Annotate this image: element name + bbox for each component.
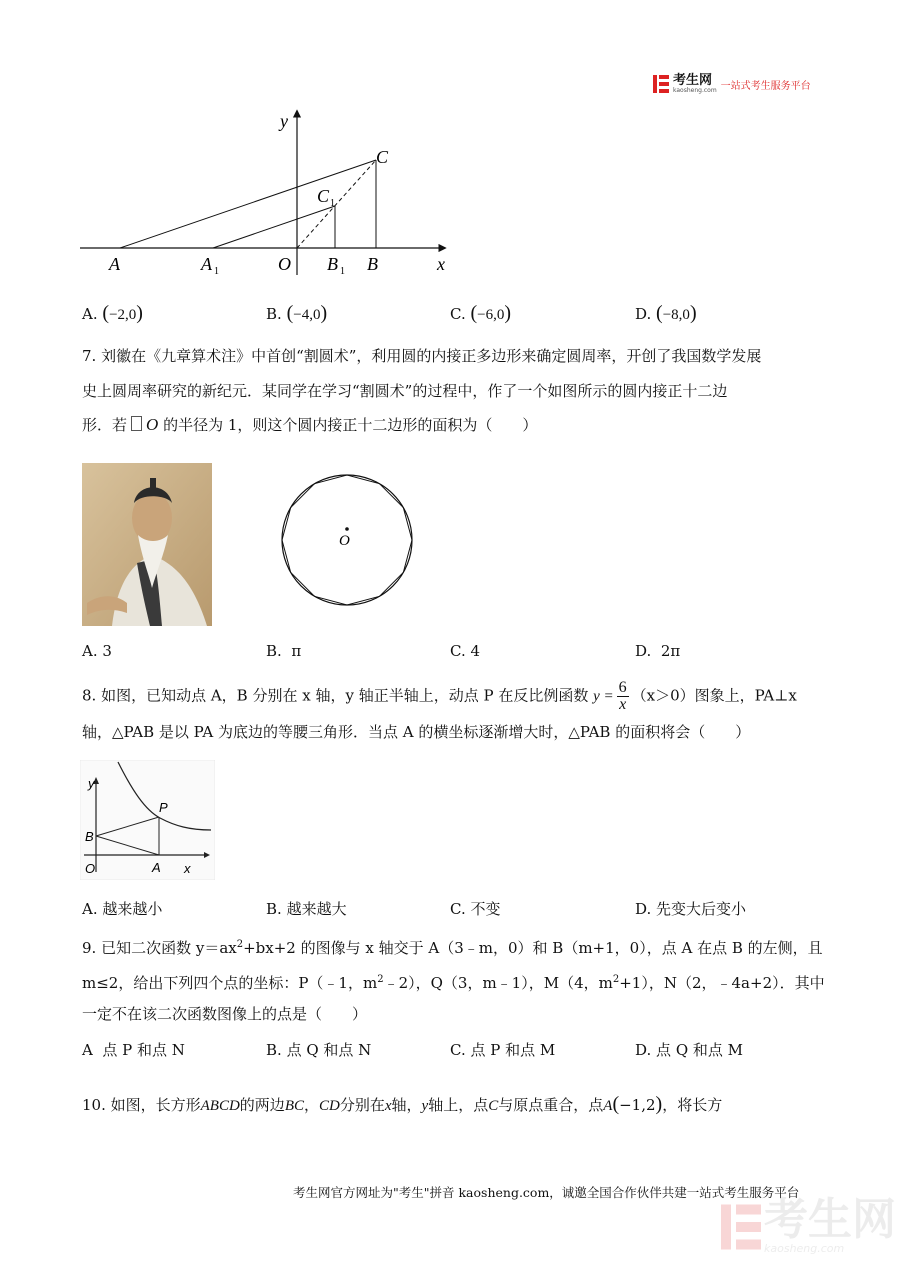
q6-coordinate-figure [75, 105, 460, 280]
point-C-label: C [376, 147, 389, 167]
q9-option-d: D. 点 Q 和点 M [635, 1041, 744, 1059]
watermark-logo-icon [718, 1202, 764, 1252]
center-point [345, 527, 349, 531]
q7-option-a: A. 3 [82, 642, 112, 660]
point-A1-subscript: 1 [214, 266, 219, 277]
point-B-label: B [367, 254, 378, 274]
q7-line-1: 7. 刘徽在《九章算术注》中首创“割圆术”，利用圆的内接正多边形来确定圆周率，开创了我国数学发展 [82, 347, 762, 365]
q9-line-2: m≤2，给出下列四个点的坐标：P（﹣1，$m^2﹣2$），Q（3，m﹣1），M（4，$m^2+1$），N（2，﹣4a+2）．其中 [82, 974, 825, 992]
A-label: A [152, 860, 161, 875]
q8-inverse-function-figure [80, 760, 215, 880]
q9-line-1: 9. 已知二次函数 $y=ax^2+bx+2$ 的图像与 x 轴交于 A（3﹣m，0）和 B（m+1，0），点 A 在点 B 的左侧，且 [82, 939, 823, 957]
watermark-logo [718, 1194, 896, 1255]
point-A-label: A [109, 254, 120, 274]
header-logo [652, 72, 811, 96]
center-label: O [339, 533, 350, 549]
point-B1-subscript: 1 [340, 266, 345, 277]
q9-line-3: 一定不在该二次函数图像上的点是（ ） [82, 1005, 368, 1023]
segment-AC [120, 160, 376, 248]
point-C1-label: C [317, 186, 330, 206]
y-axis-label: y [280, 111, 288, 131]
q6-option-a: A. (−2,0) [82, 302, 143, 324]
O-label: O [85, 861, 96, 876]
logo-name: 考生网 [673, 72, 713, 88]
q8-option-c: C. 不变 [450, 900, 501, 918]
q9-option-c: C. 点 P 和点 M [450, 1041, 556, 1059]
q8-option-a: A. 越来越小 [82, 900, 163, 918]
x-axis-label: x [437, 254, 445, 274]
q8-line-2: 轴，△PAB 是以 PA 为底边的等腰三角形．当点 A 的横坐标逐渐增大时，△PAB 的面积将会（ ） [82, 723, 751, 741]
logo-url: kaosheng.com [673, 86, 717, 94]
watermark-url: kaosheng.com [764, 1242, 845, 1255]
q7-option-d: D. 2π [635, 642, 681, 660]
q8-option-d: D. 先变大后变小 [635, 900, 747, 918]
x-label: x [184, 861, 191, 876]
kaosheng-logo-icon [652, 74, 670, 94]
q6-option-c: C. (−6,0) [450, 302, 512, 324]
q7-option-c: C. 4 [450, 642, 481, 660]
q8-line-1: 8. 如图，已知动点 A，B 分别在 x 轴，y 轴正半轴上，动点 P 在反比例函数 y = $\frac{6}{x}$ （x＞0）图象上，PA⊥x [82, 679, 797, 713]
q7-line-3: 形．若 O 的半径为 1，则这个圆内接正十二边形的面积为（ ） [82, 415, 538, 434]
footer-text: 考生网官方网址为"考生"拼音 kaosheng.com，诚邀全国合作伙伴共建一站式考生服务平台 [293, 1185, 800, 1200]
q6-option-b: B. (−4,0) [266, 302, 328, 324]
q10-line-1: 10. 如图，长方形ABCD的两边BC，CD分别在x轴，y轴上，点C与原点重合，点A(−1,2)，将长方 [82, 1093, 723, 1115]
q9-option-b: B. 点 Q 和点 N [266, 1041, 372, 1059]
header-slogan: 一站式考生服务平台 [720, 80, 811, 92]
q7-option-b: B. π [266, 642, 302, 660]
q7-dodecagon-figure [265, 471, 430, 611]
q7-line-2: 史上圆周率研究的新纪元．某同学在学习“割圆术”的过程中，作了一个如图所示的圆内接正十二边 [82, 382, 728, 400]
circle-symbol-placeholder-icon [131, 416, 142, 431]
B-label: B [85, 829, 94, 844]
P-label: P [159, 800, 168, 815]
q6-option-d: D. (−8,0) [635, 302, 697, 324]
point-B1-label: B [327, 254, 338, 274]
fraction-6-over-x: $\frac{6}{x}$ [618, 679, 627, 713]
logo-text-block [673, 72, 717, 94]
point-A1-label: A [201, 254, 212, 274]
point-O-label: O [278, 254, 291, 274]
point-C1-subscript: 1 [330, 198, 335, 209]
q9-option-a: A 点 P 和点 N [82, 1041, 185, 1059]
segment-A1C1 [213, 206, 335, 248]
y-label: y [88, 776, 95, 791]
liu-hui-portrait-image [82, 463, 212, 626]
watermark-name: 考生网 [764, 1194, 896, 1245]
q8-option-b: B. 越来越大 [266, 900, 347, 918]
